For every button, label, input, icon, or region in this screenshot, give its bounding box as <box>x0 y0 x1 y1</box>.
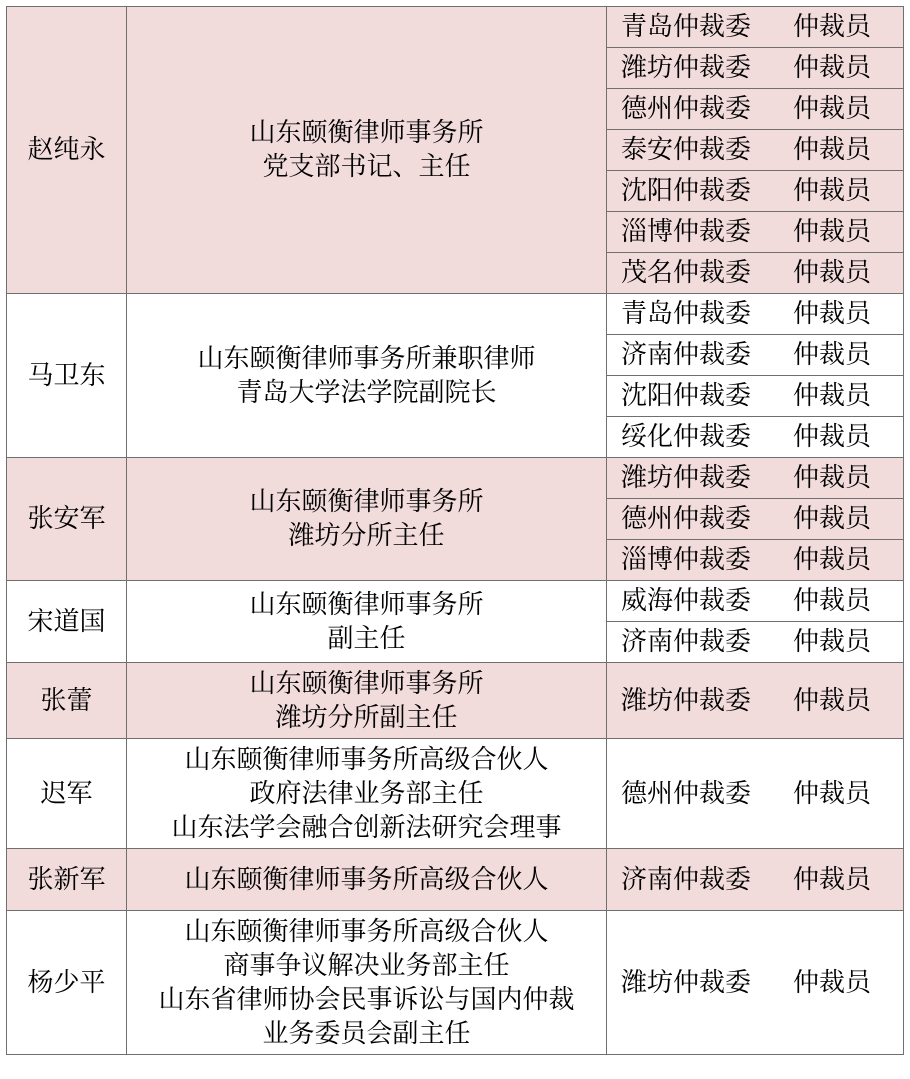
committee-cell <box>607 499 904 540</box>
person-position <box>127 7 607 294</box>
commission-role: 仲裁员 <box>793 627 872 657</box>
commission-name: 泰安仲裁委 <box>621 135 752 165</box>
committee-cell <box>607 253 904 294</box>
person-group <box>7 294 904 458</box>
commission-role: 仲裁员 <box>793 463 872 493</box>
table-row <box>7 849 904 911</box>
commission-role: 仲裁员 <box>793 864 872 895</box>
committee-cell <box>607 458 904 499</box>
commission-name: 济南仲裁委 <box>621 340 752 370</box>
table-row <box>7 581 904 622</box>
person-group <box>7 849 904 911</box>
commission-role: 仲裁员 <box>793 545 872 575</box>
commission-name: 德州仲裁委 <box>621 778 752 809</box>
commission-name: 潍坊仲裁委 <box>621 967 752 998</box>
commission-role: 仲裁员 <box>793 12 872 42</box>
commission-role: 仲裁员 <box>793 258 872 288</box>
committee-cell <box>607 376 904 417</box>
table-row <box>7 911 904 1055</box>
committee-cell <box>607 212 904 253</box>
commission-name: 济南仲裁委 <box>621 864 752 895</box>
person-position <box>127 739 607 849</box>
position-line: 山东法学会融合创新法研究会理事 <box>171 812 562 843</box>
position-line: 山东省律师协会民事诉讼与国内仲裁 <box>158 984 575 1015</box>
position-line: 潍坊分所副主任 <box>275 702 458 733</box>
commission-name: 沈阳仲裁委 <box>621 176 752 206</box>
commission-name: 沈阳仲裁委 <box>621 381 752 411</box>
position-line: 山东颐衡律师事务所高级合伙人 <box>184 916 549 947</box>
commission-role: 仲裁员 <box>793 217 872 247</box>
commission-name: 茂名仲裁委 <box>621 258 752 288</box>
commission-name: 绥化仲裁委 <box>621 422 752 452</box>
person-group <box>7 581 904 663</box>
commission-role: 仲裁员 <box>793 53 872 83</box>
commission-name: 威海仲裁委 <box>621 586 752 616</box>
committee-cell <box>607 417 904 458</box>
commission-name: 济南仲裁委 <box>621 627 752 657</box>
commission-role: 仲裁员 <box>793 504 872 534</box>
committee-cell <box>607 335 904 376</box>
position-line: 业务委员会副主任 <box>262 1018 471 1049</box>
person-position <box>127 911 607 1055</box>
committee-cell <box>607 849 904 911</box>
committee-cell <box>607 739 904 849</box>
committee-cell <box>607 581 904 622</box>
position-line: 党支部书记、主任 <box>262 152 471 182</box>
position-line: 山东颐衡律师事务所 <box>249 487 484 517</box>
position-line: 政府法律业务部主任 <box>249 778 484 809</box>
person-group <box>7 739 904 849</box>
commission-role: 仲裁员 <box>793 685 872 716</box>
person-name: 宋道国 <box>7 581 127 663</box>
commission-name: 青岛仲裁委 <box>621 12 752 42</box>
position-line: 山东颐衡律师事务所 <box>249 589 484 620</box>
person-position <box>127 581 607 663</box>
table-row <box>7 294 904 335</box>
committee-cell <box>607 171 904 212</box>
commission-name: 淄博仲裁委 <box>621 545 752 575</box>
commission-role: 仲裁员 <box>793 381 872 411</box>
commission-name: 潍坊仲裁委 <box>621 463 752 493</box>
person-group <box>7 458 904 581</box>
committee-cell <box>607 622 904 663</box>
position-line: 山东颐衡律师事务所兼职律师 <box>197 343 536 374</box>
position-line: 山东颐衡律师事务所 <box>249 118 484 148</box>
table-row <box>7 7 904 48</box>
person-name: 张蕾 <box>7 663 127 739</box>
table-row <box>7 663 904 739</box>
position-line: 山东颐衡律师事务所高级合伙人 <box>184 864 549 895</box>
person-group <box>7 911 904 1055</box>
commission-role: 仲裁员 <box>793 422 872 452</box>
position-line: 潍坊分所主任 <box>288 521 445 551</box>
commission-role: 仲裁员 <box>793 778 872 809</box>
commission-role: 仲裁员 <box>793 135 872 165</box>
position-line: 商事争议解决业务部主任 <box>223 950 510 981</box>
commission-role: 仲裁员 <box>793 340 872 370</box>
table-row <box>7 739 904 849</box>
arbitrator-table <box>6 6 904 1055</box>
position-line: 山东颐衡律师事务所高级合伙人 <box>184 744 549 775</box>
committee-cell <box>607 89 904 130</box>
person-name: 迟军 <box>7 739 127 849</box>
commission-name: 青岛仲裁委 <box>621 299 752 329</box>
committee-cell <box>607 130 904 171</box>
position-line: 青岛大学法学院副院长 <box>236 377 497 408</box>
committee-cell <box>607 911 904 1055</box>
person-group <box>7 7 904 294</box>
person-position <box>127 849 607 911</box>
position-line: 山东颐衡律师事务所 <box>249 668 484 699</box>
arbitrator-table-container <box>6 6 904 1055</box>
person-name: 赵纯永 <box>7 7 127 294</box>
person-name: 张安军 <box>7 458 127 581</box>
commission-role: 仲裁员 <box>793 967 872 998</box>
person-group <box>7 663 904 739</box>
person-name: 杨少平 <box>7 911 127 1055</box>
committee-cell <box>607 540 904 581</box>
position-line: 副主任 <box>327 623 406 654</box>
commission-role: 仲裁员 <box>793 299 872 329</box>
commission-name: 淄博仲裁委 <box>621 217 752 247</box>
committee-cell <box>607 294 904 335</box>
person-name: 张新军 <box>7 849 127 911</box>
committee-cell <box>607 48 904 89</box>
commission-name: 德州仲裁委 <box>621 504 752 534</box>
commission-name: 德州仲裁委 <box>621 94 752 124</box>
commission-name: 潍坊仲裁委 <box>621 685 752 716</box>
person-position <box>127 663 607 739</box>
committee-cell <box>607 663 904 739</box>
person-position <box>127 458 607 581</box>
commission-role: 仲裁员 <box>793 94 872 124</box>
person-name: 马卫东 <box>7 294 127 458</box>
committee-cell <box>607 7 904 48</box>
person-position <box>127 294 607 458</box>
table-row <box>7 458 904 499</box>
commission-name: 潍坊仲裁委 <box>621 53 752 83</box>
commission-role: 仲裁员 <box>793 586 872 616</box>
commission-role: 仲裁员 <box>793 176 872 206</box>
